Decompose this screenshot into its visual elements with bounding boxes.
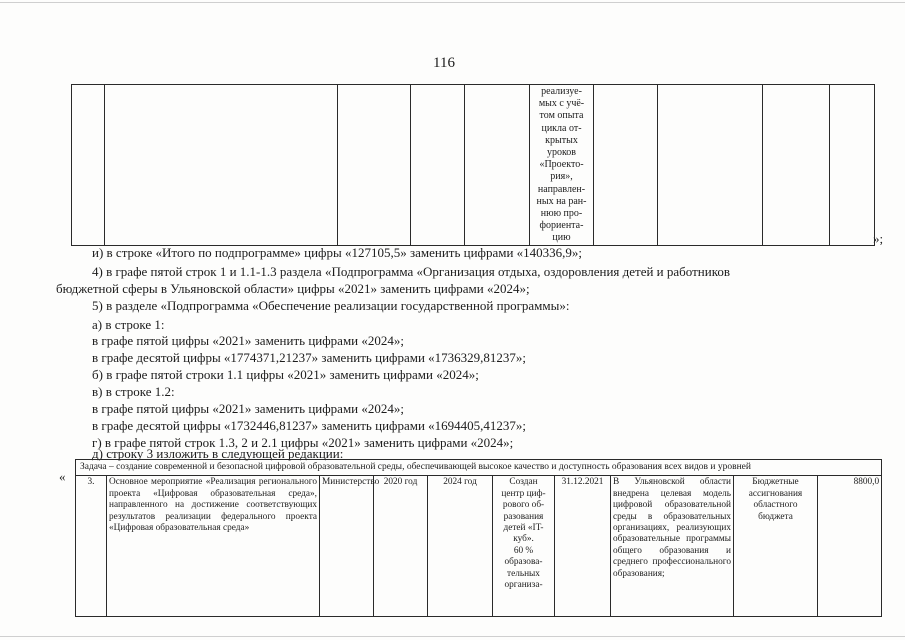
- closing-quote: »;: [873, 231, 884, 246]
- scan-artifact-top: [0, 2, 905, 3]
- text-line-v1: в графе пятой цифры «2021» заменить цифрами «2024»;: [92, 401, 404, 416]
- row-number: 3.: [76, 476, 107, 617]
- table-cell: [338, 85, 411, 246]
- indicator-line: 60 %: [513, 545, 534, 556]
- text-line-v: в) в строке 1.2:: [92, 384, 175, 399]
- indicator-line: ных на ран-: [536, 195, 587, 207]
- task-row: Задача – создание современной и безопасной цифровой образовательной среды, обеспечивающей высокое качество и доступность образования всех видов и уровней: [76, 460, 882, 476]
- indicator-line: уроков: [546, 147, 577, 159]
- table-row: [76, 476, 882, 617]
- amount-cell: 8800,0: [818, 476, 882, 617]
- indicator-line: организа-: [504, 580, 543, 591]
- indicator-line: «Проекто-: [539, 159, 584, 171]
- table-cell: [594, 85, 658, 246]
- activity-cell: Основное мероприятие «Реализация регионального проекта «Цифровая образовательная среда», направленного на достижение соответствующих результатов реализации федерального проекта «Цифровая образовательная среда»: [107, 476, 320, 617]
- page-number: 116: [433, 55, 455, 71]
- indicator-line: образова-: [504, 557, 543, 568]
- indicator-line: фориента-: [539, 220, 584, 232]
- indicator-line: разования: [503, 511, 544, 522]
- indicator-line: центр циф-: [501, 488, 546, 499]
- indicator-line: рия»,: [550, 171, 573, 183]
- date-cell: 31.12.2021: [555, 476, 611, 617]
- text-line-d: д) строку 3 изложить в следующей редакции:: [92, 446, 344, 461]
- indicator-text: [495, 477, 552, 591]
- text-line-item-4: 4) в графе пятой строк 1 и 1.1-1.3 раздела «Подпрограмма «Организация отдыха, оздоровления детей и работников: [92, 264, 730, 279]
- table-cell: [465, 85, 530, 246]
- indicator-text: [530, 85, 593, 245]
- text-line-item-5: 5) в разделе «Подпрограмма «Обеспечение реализации государственной программы»:: [92, 298, 570, 313]
- source-cell: Бюджетные ассигнования областного бюджета: [734, 476, 818, 617]
- table-cell: [658, 85, 763, 246]
- table-cell: [763, 85, 830, 246]
- indicator-line: направлен-: [537, 183, 586, 195]
- indicator-line: реализуе-: [541, 86, 582, 97]
- text-line-b: б) в графе пятой строки 1.1 цифры «2021» заменить цифрами «2024»;: [92, 367, 479, 382]
- indicator-cell: [530, 85, 594, 246]
- indicator-line: тельных: [507, 568, 540, 579]
- text-line-a1: в графе пятой цифры «2021» заменить цифрами «2024»;: [92, 333, 404, 348]
- indicator-line: том опыта: [539, 110, 584, 122]
- indicator-line: Создан: [509, 477, 538, 488]
- opening-quote: «: [59, 469, 66, 484]
- indicator-line: нюю про-: [540, 208, 583, 220]
- end-year-cell: 2024 год: [428, 476, 493, 617]
- replacement-table: [75, 459, 882, 617]
- text-line-item-4b: бюджетной сферы в Ульяновской области» цифры «2021» заменить цифрами «2024»;: [56, 281, 530, 296]
- indicator-line: детей «IT-: [503, 523, 544, 534]
- continued-table: [71, 84, 875, 246]
- executor-cell: Министерство: [320, 476, 374, 617]
- text-line-i: и) в строке «Итого по подпрограмме» цифры «127105,5» заменить цифрами «140336,9»;: [92, 245, 583, 260]
- indicator-line: куб».: [513, 534, 534, 545]
- indicator-cell: [493, 476, 555, 617]
- table-cell: [72, 85, 105, 246]
- table-cell: [830, 85, 875, 246]
- indicator-line: рового об-: [502, 500, 545, 511]
- text-line-a: а) в строке 1:: [92, 317, 165, 332]
- indicator-line: цикла от-: [541, 122, 582, 134]
- indicator-line: мых с учё-: [538, 98, 585, 110]
- result-cell: В Ульяновской области внедрена целевая модель цифровой образовательной среды в образовательных организациях, реализующих образовательные программы общего образования и среднего профессионального образования;: [611, 476, 734, 617]
- table-cell: [411, 85, 465, 246]
- scan-artifact-bottom: [0, 636, 905, 637]
- indicator-line: крытых: [545, 134, 578, 146]
- text-line-a2: в графе десятой цифры «1774371,21237» заменить цифрами «1736329,81237»;: [92, 350, 527, 365]
- start-year-cell: 2020 год: [374, 476, 428, 617]
- text-line-v2: в графе десятой цифры «1732446,81237» заменить цифрами «1694405,41237»;: [92, 418, 527, 433]
- table-cell: [105, 85, 338, 246]
- text-line-g: г) в графе пятой строк 1.3, 2 и 2.1 цифры «2021» заменить цифрами «2024»;: [92, 435, 514, 450]
- indicator-line: цию: [552, 232, 571, 244]
